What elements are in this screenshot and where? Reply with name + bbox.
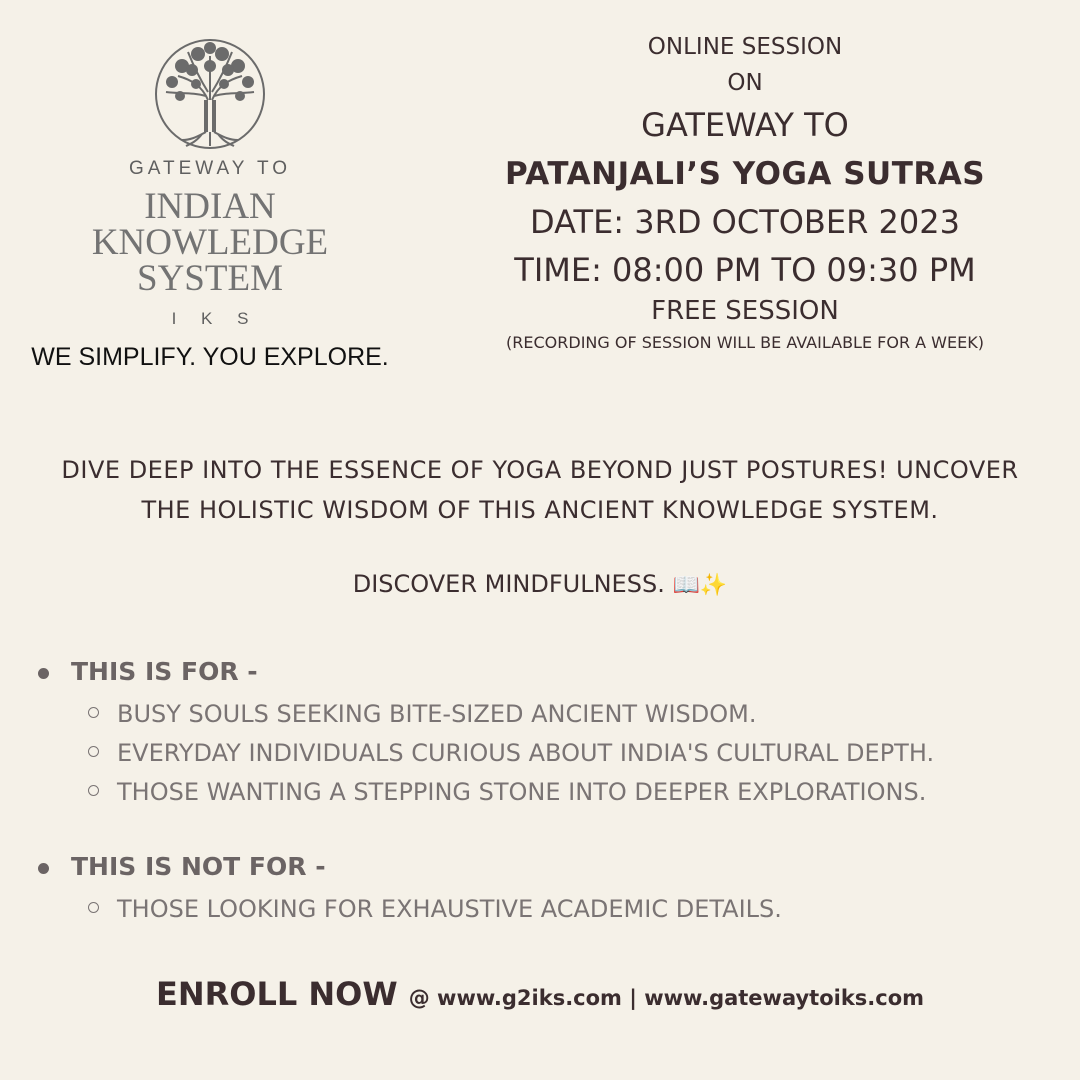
description-line-1: DIVE DEEP INTO THE ESSENCE OF YOGA BEYOND JUST POSTURES! UNCOVER [61,456,1019,484]
bullet-ring-icon [88,707,99,718]
bullet-dot-icon [38,668,49,679]
not-for-heading [38,852,326,881]
list-item: EVERYDAY INDIVIDUALS CURIOUS ABOUT INDIA'S CULTURAL DEPTH. [88,734,934,773]
brand-abbr: I K S [171,309,259,328]
recording-note: (RECORDING OF SESSION WILL BE AVAILABLE FOR A WEEK) [506,333,984,352]
tree-of-life-icon [152,36,268,152]
for-list [88,695,934,812]
header-gateway-to: GATEWAY TO [641,106,849,144]
brand-line-knowledge: KNOWLEDGE [91,222,329,263]
header-on: ON [727,70,763,96]
discover-line [20,570,1060,598]
list-item: THOSE WANTING A STEPPING STONE INTO DEEPER EXPLORATIONS. [88,773,934,812]
list-item: THOSE LOOKING FOR EXHAUSTIVE ACADEMIC DETAILS. [88,890,782,929]
bullet-ring-icon [88,902,99,913]
session-date: DATE: 3RD OCTOBER 2023 [530,203,960,241]
not-for-heading-text: THIS IS NOT FOR - [71,852,326,881]
description [20,450,1060,530]
list-item: BUSY SOULS SEEKING BITE-SIZED ANCIENT WISDOM. [88,695,934,734]
tagline: WE SIMPLIFY. YOU EXPLORE. [31,343,389,371]
enroll-cta [0,975,1080,1013]
header-online-session: ONLINE SESSION [647,34,843,60]
logo [80,30,340,350]
for-heading [38,657,258,686]
bullet-ring-icon [88,785,99,796]
session-time: TIME: 08:00 PM TO 09:30 PM [514,251,976,289]
book-sparkle-icon: 📖✨ [672,573,728,598]
not-for-list [88,890,782,929]
session-title: PATANJALI’S YOGA SUTRAS [504,156,986,192]
brand-line-system: SYSTEM [137,258,283,299]
for-heading-text: THIS IS FOR - [71,657,258,686]
enroll-links[interactable]: @ www.g2iks.com | www.gatewaytoiks.com [408,986,925,1010]
bullet-dot-icon [38,863,49,874]
description-line-2: THE HOLISTIC WISDOM OF THIS ANCIENT KNOWLEDGE SYSTEM. [141,496,939,524]
free-session-label: FREE SESSION [651,296,839,326]
enroll-now-label[interactable]: ENROLL NOW [155,975,398,1013]
brand-top-text: GATEWAY TO [128,158,292,179]
brand-line-indian: INDIAN [144,186,276,227]
discover-text: DISCOVER MINDFULNESS. [352,570,665,598]
bullet-ring-icon [88,746,99,757]
